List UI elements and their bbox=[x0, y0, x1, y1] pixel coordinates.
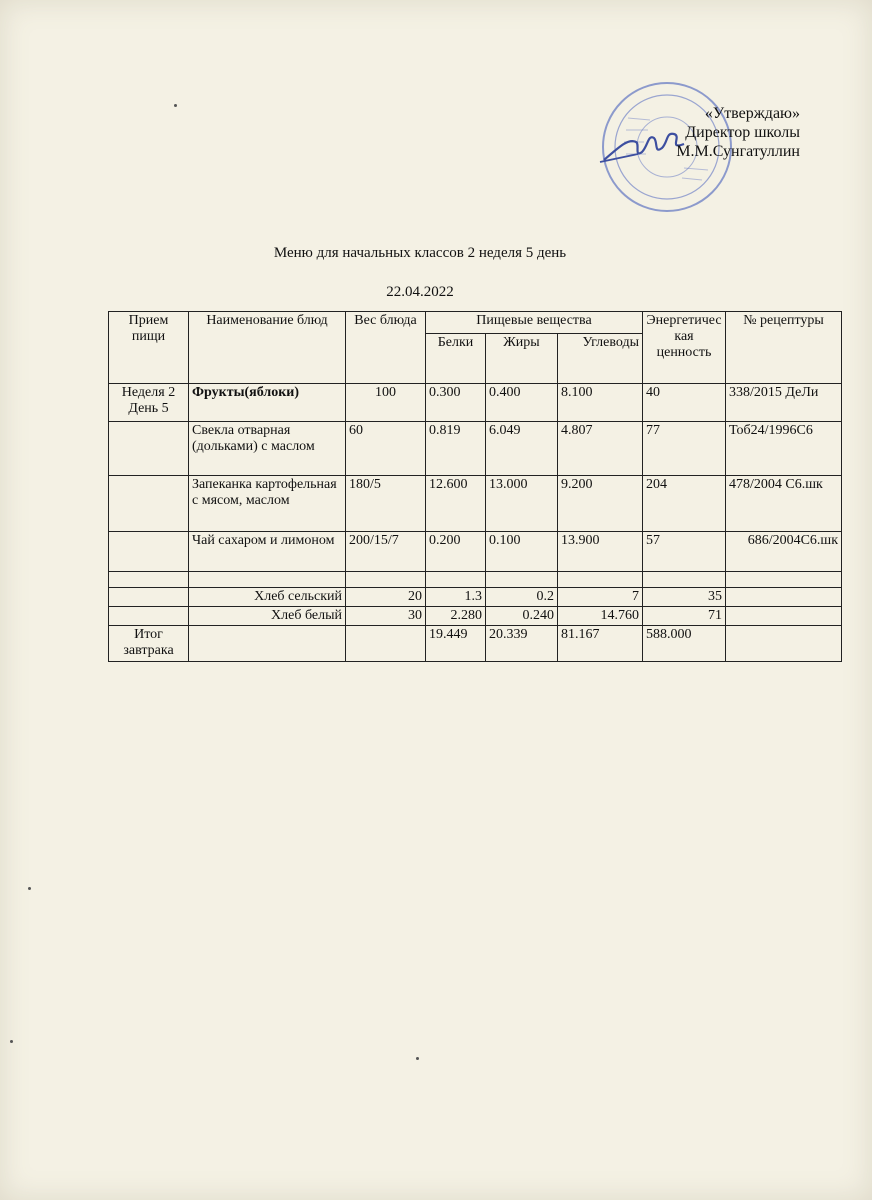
table-row bbox=[109, 572, 842, 588]
approval-title: «Утверждаю» bbox=[704, 105, 800, 122]
cell-carbs bbox=[558, 572, 643, 588]
cell-dish: Запеканка картофельная с мясом, маслом bbox=[189, 476, 346, 532]
cell-recipe: Тоб24/1996С6 bbox=[726, 422, 842, 476]
scan-speck bbox=[174, 104, 177, 107]
cell-protein: 2.280 bbox=[426, 607, 486, 626]
cell-energy: 588.000 bbox=[643, 626, 726, 662]
cell-energy: 35 bbox=[643, 588, 726, 607]
cell-carbs: 9.200 bbox=[558, 476, 643, 532]
cell-weight: 60 bbox=[346, 422, 426, 476]
header-nutrients: Пищевые вещества bbox=[426, 312, 643, 334]
cell-meal bbox=[109, 607, 189, 626]
table-row bbox=[109, 532, 842, 572]
table-row bbox=[109, 384, 842, 422]
cell-energy: 204 bbox=[643, 476, 726, 532]
cell-protein: 19.449 bbox=[426, 626, 486, 662]
cell-fat: 13.000 bbox=[486, 476, 558, 532]
cell-fat: 6.049 bbox=[486, 422, 558, 476]
cell-energy bbox=[643, 572, 726, 588]
scan-speck bbox=[416, 1057, 419, 1060]
cell-fat: 0.400 bbox=[486, 384, 558, 422]
header-weight: Вес блюда bbox=[346, 312, 426, 384]
cell-weight: 100 bbox=[346, 384, 426, 422]
cell-meal bbox=[109, 532, 189, 572]
table-row bbox=[109, 588, 842, 607]
director-position: Директор школы bbox=[685, 124, 800, 141]
scan-speck bbox=[10, 1040, 13, 1043]
menu-title: Меню для начальных классов 2 неделя 5 день bbox=[273, 245, 567, 261]
cell-carbs: 81.167 bbox=[558, 626, 643, 662]
cell-protein: 12.600 bbox=[426, 476, 486, 532]
cell-carbs: 7 bbox=[558, 588, 643, 607]
cell-recipe: 686/2004С6.шк bbox=[726, 532, 842, 572]
cell-recipe: 338/2015 ДеЛи bbox=[726, 384, 842, 422]
cell-dish: Хлеб белый bbox=[189, 607, 346, 626]
table-row bbox=[109, 607, 842, 626]
menu-date: 22.04.2022 bbox=[386, 284, 454, 300]
cell-dish: Фрукты(яблоки) bbox=[189, 384, 346, 422]
cell-carbs: 13.900 bbox=[558, 532, 643, 572]
table-total-row bbox=[109, 626, 842, 662]
cell-recipe bbox=[726, 572, 842, 588]
cell-dish: Хлеб сельский bbox=[189, 588, 346, 607]
cell-weight: 20 bbox=[346, 588, 426, 607]
cell-protein: 1.3 bbox=[426, 588, 486, 607]
cell-dish: Свекла отварная (дольками) с маслом bbox=[189, 422, 346, 476]
cell-carbs: 8.100 bbox=[558, 384, 643, 422]
cell-meal bbox=[109, 588, 189, 607]
cell-fat: 0.100 bbox=[486, 532, 558, 572]
cell-energy: 77 bbox=[643, 422, 726, 476]
header-recipe: № рецептуры bbox=[726, 312, 842, 384]
cell-weight bbox=[346, 572, 426, 588]
cell-fat bbox=[486, 572, 558, 588]
cell-recipe bbox=[726, 588, 842, 607]
cell-meal bbox=[109, 572, 189, 588]
cell-energy: 40 bbox=[643, 384, 726, 422]
cell-protein: 0.819 bbox=[426, 422, 486, 476]
cell-weight: 200/15/7 bbox=[346, 532, 426, 572]
cell-recipe bbox=[726, 607, 842, 626]
cell-meal: Неделя 2 День 5 bbox=[109, 384, 189, 422]
cell-carbs: 4.807 bbox=[558, 422, 643, 476]
cell-recipe: 478/2004 С6.шк bbox=[726, 476, 842, 532]
table-row bbox=[109, 422, 842, 476]
header-dish: Наименование блюд bbox=[189, 312, 346, 384]
cell-recipe bbox=[726, 626, 842, 662]
menu-table bbox=[108, 311, 842, 662]
cell-fat: 0.240 bbox=[486, 607, 558, 626]
cell-energy: 57 bbox=[643, 532, 726, 572]
header-carbs: Углеводы bbox=[558, 334, 643, 384]
cell-dish bbox=[189, 572, 346, 588]
table-row bbox=[109, 476, 842, 532]
cell-weight: 30 bbox=[346, 607, 426, 626]
cell-weight: 180/5 bbox=[346, 476, 426, 532]
cell-protein bbox=[426, 572, 486, 588]
cell-carbs: 14.760 bbox=[558, 607, 643, 626]
cell-fat: 0.2 bbox=[486, 588, 558, 607]
approval-block bbox=[676, 104, 800, 161]
cell-protein: 0.300 bbox=[426, 384, 486, 422]
header-protein: Белки bbox=[426, 334, 486, 384]
cell-dish: Чай сахаром и лимоном bbox=[189, 532, 346, 572]
cell-energy: 71 bbox=[643, 607, 726, 626]
table-header-row bbox=[109, 312, 842, 334]
cell-fat: 20.339 bbox=[486, 626, 558, 662]
cell-meal: Итог завтрака bbox=[109, 626, 189, 662]
cell-weight bbox=[346, 626, 426, 662]
cell-meal bbox=[109, 476, 189, 532]
scan-speck bbox=[28, 887, 31, 890]
header-energy: Энергетическая ценность bbox=[643, 312, 726, 384]
cell-meal bbox=[109, 422, 189, 476]
director-name: М.М.Сунгатуллин bbox=[676, 143, 800, 160]
cell-dish bbox=[189, 626, 346, 662]
cell-protein: 0.200 bbox=[426, 532, 486, 572]
header-fat: Жиры bbox=[486, 334, 558, 384]
header-meal: Прием пищи bbox=[109, 312, 189, 384]
